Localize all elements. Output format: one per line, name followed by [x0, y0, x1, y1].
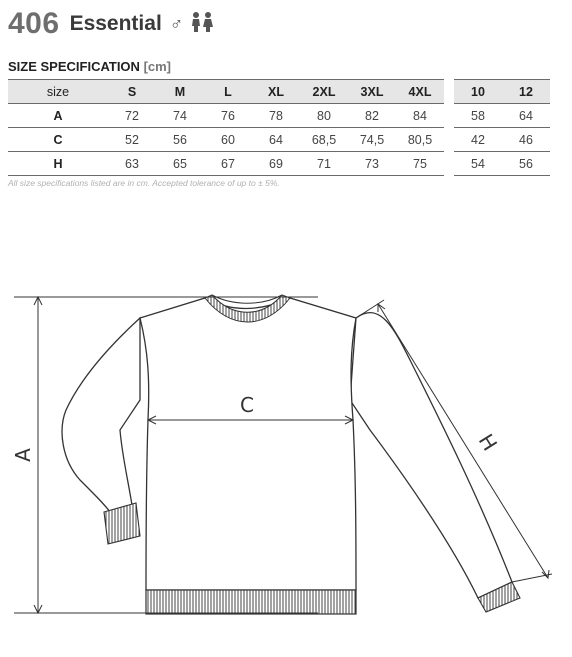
male-icon: ♂: [169, 13, 184, 34]
row-label: C: [8, 128, 108, 152]
table-cell: 65: [156, 152, 204, 176]
size-col-header: 4XL: [396, 80, 444, 104]
size-col-header: S: [108, 80, 156, 104]
size-header: size: [8, 80, 108, 104]
table-cell: 72: [108, 104, 156, 128]
size-col-header: 12: [502, 80, 550, 104]
size-col-header: 3XL: [348, 80, 396, 104]
table-cell: 69: [252, 152, 300, 176]
dimension-c-label: C: [240, 393, 254, 417]
spec-unit: [cm]: [143, 59, 172, 74]
table-cell: 82: [348, 104, 396, 128]
table-cell: 84: [396, 104, 444, 128]
table-cell: 67: [204, 152, 252, 176]
size-col-header: 10: [454, 80, 502, 104]
size-col-header: XL: [252, 80, 300, 104]
table-cell: 42: [454, 128, 502, 152]
table-cell: 74: [156, 104, 204, 128]
table-cell: 54: [454, 152, 502, 176]
table-cell: 56: [502, 152, 550, 176]
table-cell: 64: [252, 128, 300, 152]
waistband: [146, 590, 356, 614]
table-cell: 73: [348, 152, 396, 176]
row-label: H: [8, 152, 108, 176]
table-cell: 71: [300, 152, 348, 176]
table-cell: 52: [108, 128, 156, 152]
table-cell: 56: [156, 128, 204, 152]
table-cell: 76: [204, 104, 252, 128]
table-cell: 58: [454, 104, 502, 128]
size-col-header: L: [204, 80, 252, 104]
table-cell: 74,5: [348, 128, 396, 152]
dimension-a-label: A: [11, 448, 35, 462]
row-label: A: [8, 104, 108, 128]
table-cell: 78: [252, 104, 300, 128]
dimension-h-label: H: [473, 429, 503, 456]
product-code: 406: [8, 7, 60, 40]
size-col-header: M: [156, 80, 204, 104]
tolerance-note: All size specifications listed are in cm. Accepted tolerance of up to ± 5%.: [8, 178, 280, 188]
table-cell: 80: [300, 104, 348, 128]
table-cell: 46: [502, 128, 550, 152]
size-col-header: 2XL: [300, 80, 348, 104]
table-cell: 63: [108, 152, 156, 176]
table-cell: 64: [502, 104, 550, 128]
sweatshirt-outline: [62, 298, 512, 598]
table-cell: 80,5: [396, 128, 444, 152]
spec-title-text: SIZE SPECIFICATION: [8, 59, 140, 74]
table-cell: 68,5: [300, 128, 348, 152]
product-name: Essential: [69, 12, 162, 35]
table-cell: 60: [204, 128, 252, 152]
table-cell: 75: [396, 152, 444, 176]
